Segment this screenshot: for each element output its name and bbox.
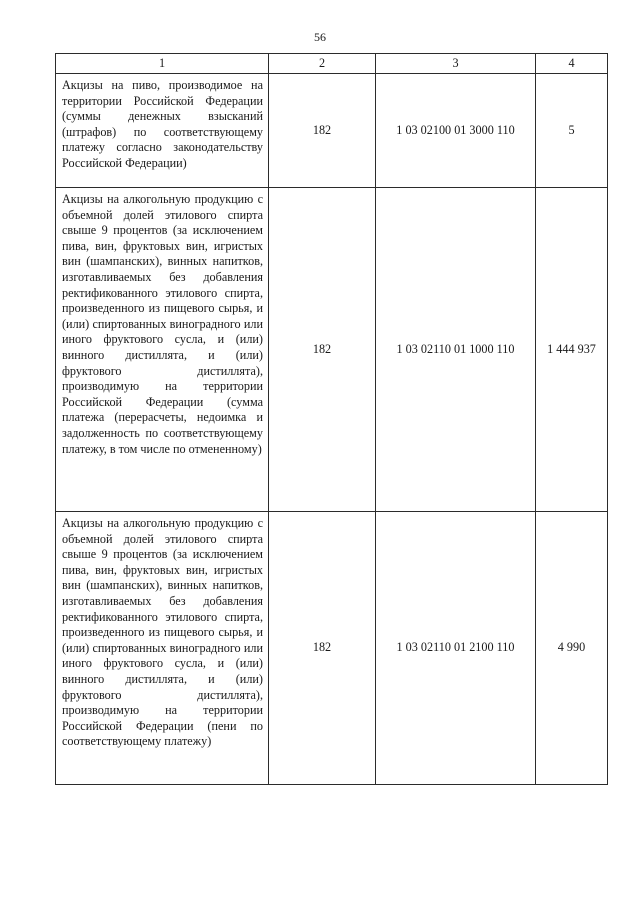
amount-cell: 5 bbox=[536, 74, 608, 188]
table-row bbox=[56, 512, 608, 785]
budget-revenue-table bbox=[55, 53, 608, 785]
kbk-code-cell: 1 03 02100 01 3000 110 bbox=[376, 74, 536, 188]
table-header-row bbox=[56, 54, 608, 74]
revenue-name-cell: Акцизы на алкогольную продукцию с объемной долей этилового спирта свыше 9 процентов (за исключением пива, вин, фруктовых вин, игристых вин (шампанских), винных напитков, изготавливаемых без добавления ректификованного этилового спирта, произведенного из пищевого сырья, и (или) спиртованных виноградного или иного фруктового сусла, и (или) винного дистиллята, и (или) фруктового дистиллята), производимую на территории Российской Федерации (сумма платежа (перерасчеты, недоимка и задолженность по соответствующему платежу, в том числе по отмененному) bbox=[56, 188, 269, 512]
table-row bbox=[56, 74, 608, 188]
admin-code-cell: 182 bbox=[269, 512, 376, 785]
column-header-2: 2 bbox=[269, 54, 376, 74]
page-number: 56 bbox=[314, 30, 326, 44]
column-header-3: 3 bbox=[376, 54, 536, 74]
revenue-name-cell: Акцизы на алкогольную продукцию с объемной долей этилового спирта свыше 9 процентов (за исключением пива, вин, фруктовых вин, игристых вин (шампанских), винных напитков, изготавливаемых без добавления ректификованного этилового спирта, произведенного из пищевого сырья, и (или) спиртованных виноградного или иного фруктового сусла, и (или) винного дистиллята, и (или) фруктового дистиллята), производимую на территории Российской Федерации (пени по соответствующему платежу) bbox=[56, 512, 269, 785]
column-header-1: 1 bbox=[56, 54, 269, 74]
table-row bbox=[56, 188, 608, 512]
kbk-code-cell: 1 03 02110 01 1000 110 bbox=[376, 188, 536, 512]
kbk-code-cell: 1 03 02110 01 2100 110 bbox=[376, 512, 536, 785]
column-header-4: 4 bbox=[536, 54, 608, 74]
revenue-name-cell: Акцизы на пиво, производимое на территории Российской Федерации (суммы денежных взысканий (штрафов) по соответствующему платежу согласно законодательству Российской Федерации) bbox=[56, 74, 269, 188]
admin-code-cell: 182 bbox=[269, 74, 376, 188]
amount-cell: 4 990 bbox=[536, 512, 608, 785]
admin-code-cell: 182 bbox=[269, 188, 376, 512]
amount-cell: 1 444 937 bbox=[536, 188, 608, 512]
